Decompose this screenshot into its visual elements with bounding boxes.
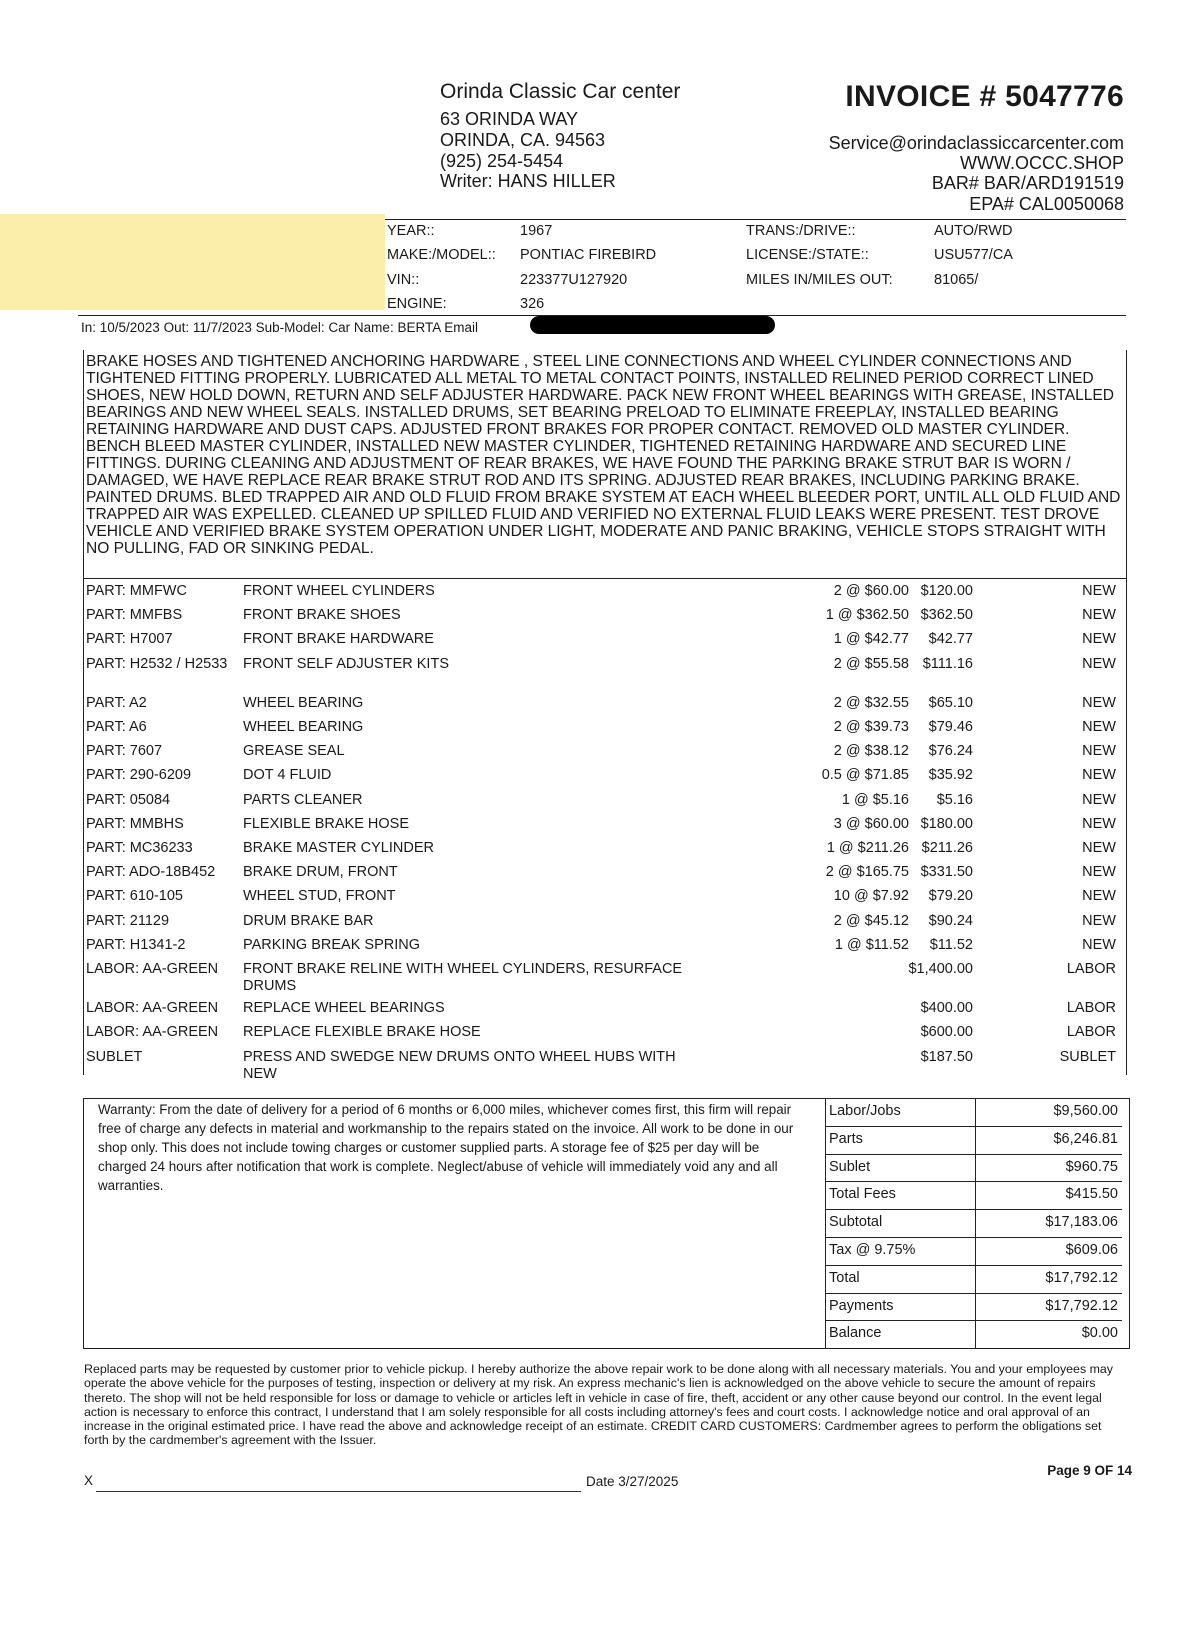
line-item-description: WHEEL BEARING	[243, 694, 364, 711]
line-item-description: DOT 4 FLUID	[243, 767, 332, 784]
line-item-total: $76.24	[928, 743, 973, 760]
line-item-status: LABOR	[1066, 961, 1116, 977]
line-item-qty: 10 @ $7.92	[833, 888, 909, 905]
make-label: MAKE:/MODEL::	[387, 247, 496, 263]
shop-phone: (925) 254-5454	[440, 151, 564, 171]
line-item-part: PART: H7007	[86, 631, 173, 648]
line-item-part: PART: 290-6209	[86, 767, 192, 784]
line-item-status: NEW	[1082, 912, 1116, 929]
line-item-status: NEW	[1082, 719, 1116, 735]
totals-row-rule	[825, 1320, 1122, 1321]
redaction-bar	[530, 316, 775, 334]
line-item-description: REPLACE FLEXIBLE BRAKE HOSE	[243, 1024, 481, 1041]
line-item-total: $400.00	[920, 1000, 973, 1017]
totals-label: Subtotal	[829, 1214, 883, 1231]
line-item-status: LABOR	[1066, 1000, 1116, 1017]
totals-row-rule	[825, 1265, 1122, 1266]
line-item-qty: 2 @ $32.55	[833, 694, 909, 711]
totals-value: $9,560.00	[1053, 1103, 1118, 1119]
line-item-total: $1,400.00	[908, 961, 973, 977]
line-item-description: BRAKE DRUM, FRONT	[243, 864, 398, 881]
line-item-part: PART: MC36233	[86, 840, 193, 856]
miles-value: 81065/	[934, 272, 979, 288]
line-item-description: REPLACE WHEEL BEARINGS	[243, 1000, 445, 1017]
line-item-part: PART: MMBHS	[86, 815, 184, 832]
totals-left-border	[825, 1098, 826, 1348]
line-item-description: PARTS CLEANER	[243, 791, 363, 808]
totals-value: $17,183.06	[1045, 1214, 1118, 1231]
license-value: USU577/CA	[934, 247, 1013, 263]
totals-value: $17,792.12	[1045, 1297, 1118, 1314]
service-writer: Writer: HANS HILLER	[440, 171, 616, 191]
line-item-status: NEW	[1082, 743, 1116, 760]
shop-website: WWW.OCCC.SHOP	[960, 153, 1124, 173]
line-item-status: NEW	[1082, 936, 1116, 953]
line-item-part: LABOR: AA-GREEN	[86, 961, 219, 977]
totals-value: $609.06	[1065, 1242, 1118, 1258]
license-label: LICENSE:/STATE::	[746, 247, 869, 263]
body-right-border	[1126, 350, 1127, 1075]
line-item-description: FRONT WHEEL CYLINDERS	[243, 583, 435, 599]
line-item-part: LABOR: AA-GREEN	[86, 1024, 219, 1041]
line-item-part: PART: 05084	[86, 791, 171, 808]
line-item-part: PART: 610-105	[86, 888, 183, 905]
line-item-qty: 1 @ $11.52	[834, 936, 909, 953]
line-item-total: $120.00	[920, 583, 973, 599]
signature-x: X	[84, 1473, 94, 1488]
line-item-status: NEW	[1082, 655, 1116, 672]
line-item-status: NEW	[1082, 888, 1116, 905]
vin-label: VIN::	[387, 272, 420, 288]
line-item-description: BRAKE MASTER CYLINDER	[243, 840, 434, 856]
line-item-total: $79.20	[928, 888, 973, 905]
line-item-part: PART: MMFBS	[86, 607, 183, 624]
line-item-total: $65.10	[928, 694, 973, 711]
line-item-description: WHEEL BEARING	[243, 719, 364, 735]
line-item-description: WHEEL STUD, FRONT	[243, 888, 396, 905]
totals-label: Labor/Jobs	[829, 1103, 901, 1119]
line-item-part: PART: 7607	[86, 743, 163, 760]
line-item-part: PART: ADO-18B452	[86, 864, 216, 881]
totals-label: Total	[829, 1269, 860, 1286]
totals-row-rule	[825, 1209, 1122, 1210]
work-description: BRAKE HOSES AND TIGHTENED ANCHORING HARDWARE , STEEL LINE CONNECTIONS AND WHEEL CYLINDER CONNECTIONS AND TIGHTENED FITTING PROPERLY. LUBRICATED ALL METAL TO METAL CONTACT POINTS, INSTALLED RELINED PERIOD CORRECT LINED SHOES, NEW HOLD DOWN, RETURN AND SELF ADJUSTER HARDWARE. PACK NEW FRONT WHEEL BEARINGS WITH GREASE, INSTALLED BEARINGS AND NEW WHEEL SEALS. INSTALLED DRUMS, SET BEARING PRELOAD TO ELIMINATE FREEPLAY, INSTALLED BEARING RETAINING HARDWARE AND DUST CAPS. ADJUSTED FRONT BRAKES FOR PROPER CONTACT. REMOVED OLD MASTER CYLINDER. BENCH BLEED MASTER CYLINDER, INSTALLED NEW MASTER CYLINDER, TIGHTENED RETAINING HARDWARE AND SECURED LINE FITTINGS. DURING CLEANING AND ADJUSTMENT OF REAR BRAKES, WE HAVE FOUND THE PARKING BRAKE STRUT BAR IS WORN / DAMAGED, WE HAVE REPLACE REAR BRAKE STRUT ROD AND ITS SPRING. ADJUSTED REAR BRAKES, INCLUDING PARKING BRAKE. PAINTED DRUMS. BLED TRAPPED AIR AND OLD FLUID FROM BRAKE SYSTEM AT EACH WHEEL BLEEDER PORT, UNTIL ALL OLD FLUID AND TRAPPED AIR WAS EXPELLED. CLEANED UP SPILLED FLUID AND VERIFIED NO EXTERNAL FLUID LEAKS WERE PRESENT. TEST DROVE VEHICLE AND VERIFIED BRAKE SYSTEM OPERATION UNDER LIGHT, MODERATE AND PANIC BRAKING, VEHICLE STOPS STRAIGHT WITH NO PULLING, FAD OR SINKING PEDAL.	[86, 353, 1121, 557]
authorization-fine-print: Replaced parts may be requested by customer prior to vehicle pickup. I hereby authorize the above repair work to be done along with all necessary materials. You and your employees may operate the above vehicle for the purposes of testing, inspection or delivery at my risk. An express mechanic's lien is acknowledged on the above vehicle to secure the amount of repairs thereto. The shop will not be held responsible for loss or damage to vehicle or articles left in vehicle in case of fire, theft, accident or any other cause beyond our control. In the event legal action is necessary to enforce this contract, I understand that I am solely responsible for all costs including attorney's fees and court costs. I acknowledge notice and oral approval of an increase in the original estimated price. I have read the above and acknowledge receipt of an estimate. CREDIT CARD CUSTOMERS: Cardmember agrees to perform the obligations set forth by the cardmember's agreement with the Issuer.	[84, 1362, 1113, 1448]
line-item-description: FRONT BRAKE HARDWARE	[243, 631, 434, 648]
year-value: 1967	[520, 223, 553, 239]
shop-email: Service@orindaclassiccarcenter.com	[828, 133, 1124, 153]
visit-info-line: In: 10/5/2023 Out: 11/7/2023 Sub-Model: Car Name: BERTA Email	[81, 320, 478, 335]
line-item-qty: 1 @ $42.77	[833, 631, 909, 648]
totals-mid-border	[975, 1098, 976, 1348]
epa-number: EPA# CAL0050068	[969, 194, 1124, 214]
line-item-status: NEW	[1082, 583, 1116, 599]
totals-value: $960.75	[1065, 1158, 1118, 1175]
line-item-total: $79.46	[928, 719, 973, 735]
totals-value: $17,792.12	[1045, 1269, 1118, 1286]
line-item-description: PRESS AND SWEDGE NEW DRUMS ONTO WHEEL HUBS WITH NEW	[243, 1048, 676, 1082]
line-item-status: NEW	[1082, 864, 1116, 881]
warranty-text: Warranty: From the date of delivery for a period of 6 months or 6,000 miles, whichever comes first, this firm will repair free of charge any defects in material and workmanship to the repairs stated on the invoice. All work to be done in our shop only. This does not include towing charges or customer supplied parts. A storage fee of $25 per day will be charged 24 hours after notification that work is complete. Neglect/abuse of vehicle will immediately void any and all warranties.	[98, 1102, 794, 1193]
bar-number: BAR# BAR/ARD191519	[931, 173, 1124, 193]
totals-label: Sublet	[829, 1158, 871, 1175]
year-label: YEAR::	[387, 223, 435, 239]
invoice-title: INVOICE # 5047776	[845, 80, 1124, 113]
line-item-qty: 1 @ $211.26	[826, 840, 909, 856]
line-item-status: NEW	[1082, 815, 1116, 832]
line-item-total: $90.24	[928, 912, 973, 929]
line-item-part: PART: A2	[86, 694, 147, 711]
line-item-part: PART: H1341-2	[86, 936, 186, 953]
shop-name: Orinda Classic Car center	[440, 80, 681, 103]
line-item-part: LABOR: AA-GREEN	[86, 1000, 219, 1017]
miles-label: MILES IN/MILES OUT:	[746, 272, 893, 288]
totals-row-rule	[825, 1237, 1122, 1238]
totals-label: Parts	[829, 1130, 863, 1147]
line-item-part: PART: MMFWC	[86, 583, 187, 599]
line-item-total: $35.92	[928, 767, 973, 784]
highlight-redaction	[0, 214, 385, 310]
line-item-total: $5.16	[936, 791, 973, 808]
line-item-qty: 1 @ $5.16	[841, 791, 909, 808]
line-item-qty: 2 @ $165.75	[825, 864, 909, 881]
line-item-qty: 1 @ $362.50	[825, 607, 909, 624]
line-item-status: NEW	[1082, 791, 1116, 808]
line-item-description: FRONT SELF ADJUSTER KITS	[243, 655, 449, 672]
line-item-total: $331.50	[920, 864, 973, 881]
line-item-description: FRONT BRAKE RELINE WITH WHEEL CYLINDERS, RESURFACE DRUMS	[243, 961, 683, 994]
line-item-qty: 2 @ $39.73	[833, 719, 909, 735]
line-item-status: NEW	[1082, 694, 1116, 711]
trans-label: TRANS:/DRIVE::	[746, 223, 856, 239]
totals-row-rule	[825, 1126, 1122, 1127]
line-item-qty: 2 @ $55.58	[833, 655, 909, 672]
line-item-status: NEW	[1082, 840, 1116, 856]
line-item-total: $600.00	[920, 1024, 973, 1041]
line-item-total: $11.52	[929, 936, 973, 953]
line-item-qty: 2 @ $45.12	[833, 912, 909, 929]
line-item-status: NEW	[1082, 607, 1116, 624]
description-bottom-rule	[83, 578, 1126, 579]
line-item-qty: 0.5 @ $71.85	[821, 767, 909, 784]
signature-date: Date 3/27/2025	[586, 1474, 679, 1489]
engine-value: 326	[520, 296, 545, 312]
line-item-description: DRUM BRAKE BAR	[243, 912, 374, 929]
line-item-description: GREASE SEAL	[243, 743, 345, 760]
line-item-part: PART: 21129	[86, 912, 170, 929]
signature-line[interactable]	[96, 1491, 581, 1492]
vin-value: 223377U127920	[520, 272, 628, 288]
line-item-qty: 2 @ $38.12	[833, 743, 909, 760]
line-item-total: $362.50	[920, 607, 973, 624]
line-item-status: NEW	[1082, 767, 1116, 784]
line-item-status: LABOR	[1066, 1024, 1116, 1041]
page-number: Page 9 OF 14	[1047, 1463, 1132, 1478]
line-item-description: PARKING BREAK SPRING	[243, 936, 420, 953]
totals-value: $415.50	[1065, 1186, 1118, 1203]
line-item-total: $187.50	[920, 1048, 973, 1065]
totals-label: Tax @ 9.75%	[829, 1242, 916, 1258]
totals-label: Payments	[829, 1297, 894, 1314]
totals-value: $0.00	[1081, 1325, 1118, 1342]
trans-value: AUTO/RWD	[934, 223, 1013, 239]
line-item-part: SUBLET	[86, 1048, 143, 1065]
line-item-total: $111.16	[922, 655, 973, 672]
make-value: PONTIAC FIREBIRD	[520, 247, 657, 263]
line-item-part: PART: H2532 / H2533	[86, 655, 228, 672]
line-item-qty: 3 @ $60.00	[833, 815, 909, 832]
totals-row-rule	[825, 1293, 1122, 1294]
line-item-description: FRONT BRAKE SHOES	[243, 607, 401, 624]
line-item-total: $211.26	[921, 840, 973, 856]
body-left-border	[83, 350, 84, 1075]
line-item-status: NEW	[1082, 631, 1116, 648]
line-item-part: PART: A6	[86, 719, 147, 735]
totals-label: Total Fees	[829, 1186, 896, 1203]
line-item-qty: 2 @ $60.00	[833, 583, 909, 599]
line-item-total: $180.00	[920, 815, 973, 832]
line-item-status: SUBLET	[1059, 1048, 1116, 1065]
shop-address-line1: 63 ORINDA WAY	[440, 109, 579, 129]
totals-value: $6,246.81	[1053, 1130, 1118, 1147]
totals-label: Balance	[829, 1325, 882, 1342]
vehicle-top-rule	[384, 219, 1126, 220]
line-item-description: FLEXIBLE BRAKE HOSE	[243, 815, 410, 832]
totals-row-rule	[825, 1181, 1122, 1182]
engine-label: ENGINE:	[387, 296, 447, 312]
shop-address-line2: ORINDA, CA. 94563	[440, 130, 606, 150]
totals-row-rule	[825, 1154, 1122, 1155]
line-item-total: $42.77	[928, 631, 973, 648]
